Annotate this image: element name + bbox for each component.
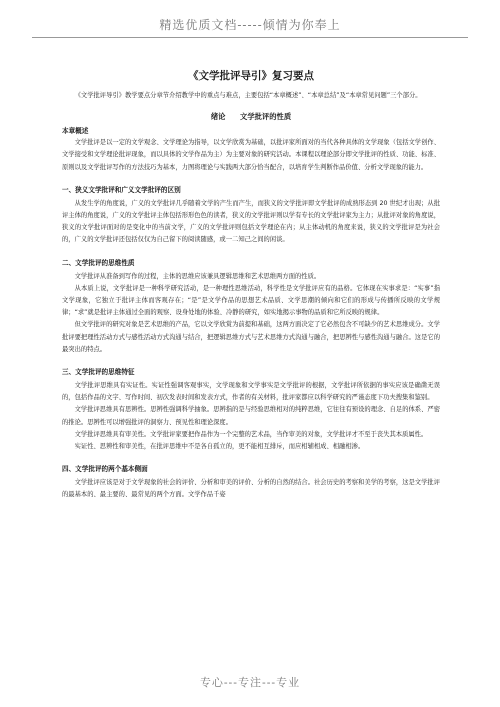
section-title-1: 一、狭义文学批评和广义文学批评的区别 xyxy=(62,185,181,194)
section-2-paragraph: 但文学批评的研究对象是艺术思维的产品，它以文学欣赏为前提和基础，这两方面决定了它必然包含不可缺少的艺术思维成分。文学批评要把理性活动方式与感性活动方式沟通与结合，把逻辑思维方式与艺术思维方式沟通与融合，把思辨性与感性沟通与融合。这是它的最突出的特点。 xyxy=(62,321,440,353)
section-3-paragraph: 实证性、思辨性和审美性，在批评思维中不是各自孤立的，更不能相互排斥，而应相辅相成、相融相渗。 xyxy=(74,443,365,451)
document-body xyxy=(62,68,440,502)
overview-label: 本章概述 xyxy=(62,127,89,136)
section-1-paragraph: 从发生学的角度说，广义的文学批评几乎随着文学的产生而产生，而狭义的文学批评即文学批评的成熟形态到 20 世纪才出现；从批评主体的角度说，广义的文学批评主体包括形形色色的读者，狭义的文学批评则以学有专长的文学批评家为主力；从批评对象的角度说，狭义的文学批评面对的是变化中的当前文学，广义的文学批评则包括文学理论在内；从主体动机的角度来说，狭义的文学批评是为社会的，广义的文学批评还包括仅仅为自己留下的阅读随感，或一二知己之间的闲谈。 xyxy=(62,199,440,244)
section-3-paragraph: 文学批评思维具有审美性。文学批评家要把作品作为一个完整的艺术品，当作审美的对象，文学批评才不至于丧失其本质属性。 xyxy=(74,430,428,438)
section-3-paragraph: 文学批评思维具有思辨性。思辨性强调科学抽象。思辨指的是与经验思维相对的纯粹思维，它往往有预设的理念、自足的体系、严密的推论。思辨性可以增强批评的洞察力、预见性和理论深度。 xyxy=(62,406,440,426)
section-title-4: 四、文学批评的两个基本侧面 xyxy=(62,465,148,474)
overview-paragraph: 文学批评是以一定的文学观念、文学理论为指导，以文学欣赏为基础，以批评家所面对的当代各种具体的文学现象（包括文学创作、文学接受和文学理论批评现象，而以具体的文学作品为主）为主要对象的研究活动。本课程以理论部分即文学批评的性质、功能、标准、原则以及文学批评写作的方法技巧为基本，力图将理论与实践两大部分恰当配合，以培育学生判断作品价值、分析文学现象的能力。 xyxy=(62,139,440,171)
document-title: 《文学批评导引》复习要点 xyxy=(188,70,314,82)
section-2-paragraph: 文学批评从准备到写作的过程，主体的思维应该兼具逻辑思维和艺术思维两方面的性质。 xyxy=(74,272,321,280)
intro-paragraph: 《文学批评导引》教学要点分章节介绍教学中的重点与难点，主要包括“本章概述”、“本章总结”及“本章常见问题”三个部分。 xyxy=(74,92,422,99)
section-2-paragraph: 从本质上说，文学批评是一种科学研究活动，是一种理性思维活动，科学性是文学批评应有的品格。它体现在实事求是：“实事”指文学现象，它独立于批评主体而客观存在；“是”是文学作品的思想艺术品质、文学思潮的倾向和它们的形成与传播所反映的文学规律；“求”就是批评主体通过全面的观察、设身处地的体验、冷静的研究，如实地揭示事物的品质和它所反映的规律。 xyxy=(62,284,440,317)
page-footer: 专心---专注---专业 xyxy=(199,676,301,689)
section-4-paragraph: 文学批评应该是对于文学现象的社会的评价、分析和审美的评价、分析的自然的结合。社会历史的考察和美学的考察，这是文学批评的最基本的、最主要的、最常见的两个方面。文学作品千姿 xyxy=(62,479,440,499)
section-3-paragraph: 文学批评思维具有实证性。实证性强调客观事实，文学现象和文学事实是文学批评的根据，文学批评所依据的事实应该是确凿无误的，包括作品的文字、写作时间、初次发表时间和发表方式，作者的有关材料，批评家都应以科学研究的严谨态度下功夫搜集和鉴别。 xyxy=(62,382,440,402)
chapter-heading: 绪论 文学批评的性质 xyxy=(210,112,292,122)
section-title-2: 二、文学批评的思维性质 xyxy=(62,258,135,267)
section-title-3: 三、文学批评的思维特征 xyxy=(62,368,135,377)
page-header: 精选优质文档-----倾情为你奉上 xyxy=(159,18,341,32)
header-rule xyxy=(32,37,468,38)
